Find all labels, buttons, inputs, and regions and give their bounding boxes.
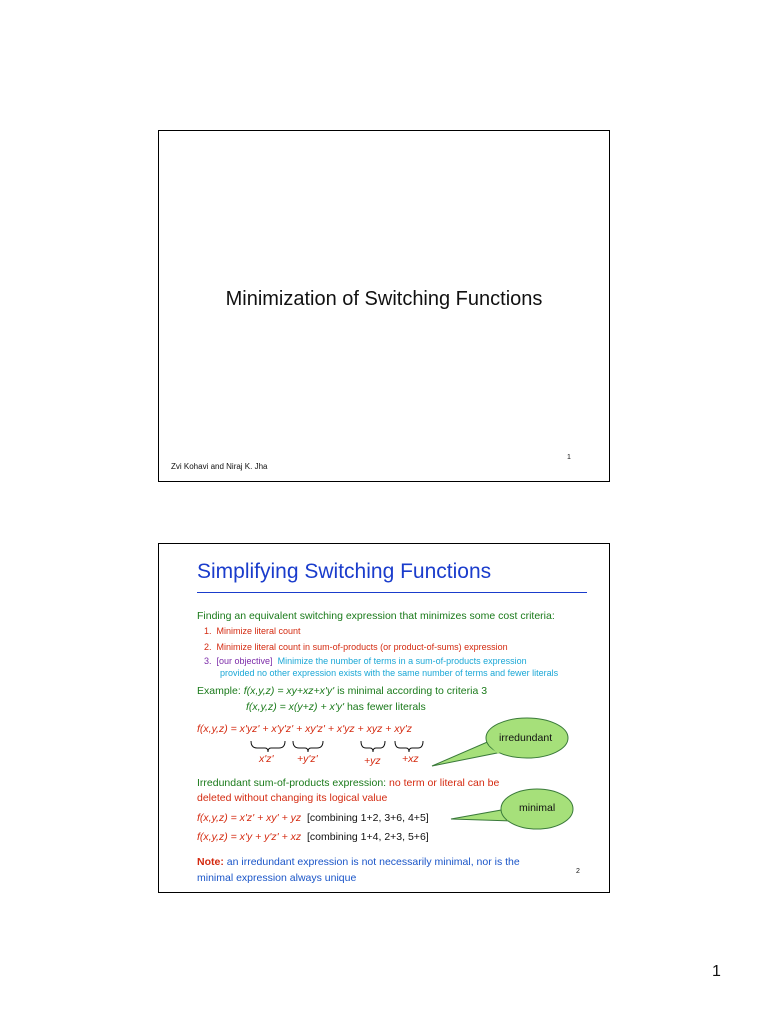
note-label: Note: — [197, 856, 224, 868]
criteria-number: 1. — [204, 626, 212, 636]
example-label: Example: — [197, 685, 241, 697]
note-text-1: an irredundant expression is not necessarily minimal, nor is the — [226, 856, 520, 868]
criteria-number: 2. — [204, 642, 212, 652]
intro-text: Finding an equivalent switching expression that minimizes some cost criteria: — [197, 610, 555, 622]
slide-1-number: 1 — [567, 454, 571, 461]
result-note-2: [combining 1+4, 2+3, 5+6] — [306, 831, 429, 843]
group-2: +y'z' — [297, 753, 318, 765]
irredundant-def-text-1: no term or literal can be — [389, 777, 500, 789]
result-line-1 — [197, 812, 429, 824]
full-expression: f(x,y,z) = x'yz' + x'y'z' + xy'z' + x'yz + xyz + xy'z — [197, 723, 413, 735]
slide-2-number: 2 — [576, 868, 580, 875]
group-4: +xz — [402, 753, 419, 765]
page-number: 1 — [712, 963, 721, 980]
criteria-number: 3. — [204, 656, 212, 666]
example-line-1 — [197, 685, 487, 697]
group-1: x'z' — [259, 753, 274, 765]
brace-3 — [361, 741, 385, 752]
slide-1 — [158, 130, 610, 482]
irredundant-def-label: Irredundant sum-of-products expression: — [197, 777, 387, 789]
brace-1 — [251, 741, 285, 752]
irredundant-label: irredundant — [499, 732, 553, 744]
minimal-callout — [449, 787, 579, 837]
slide-1-title: Minimization of Switching Functions — [225, 288, 543, 310]
result-expr-1: f(x,y,z) = x'z' + xy' + yz — [197, 812, 302, 824]
criteria-item-3 — [204, 656, 527, 666]
group-3: +yz — [364, 755, 381, 767]
criteria-text: Minimize the number of terms in a sum-of-products expression — [277, 656, 527, 666]
criteria-item-2 — [204, 642, 508, 652]
slide-2 — [158, 543, 610, 893]
irredundant-definition-line-2: deleted without changing its logical value — [197, 792, 388, 804]
brace-4 — [395, 741, 423, 752]
result-note-1: [combining 1+2, 3+6, 4+5] — [306, 812, 429, 824]
criteria-text: Minimize literal count — [216, 626, 301, 636]
note-line-1 — [197, 856, 520, 868]
brace-2 — [293, 741, 323, 752]
example-suffix-1: is minimal according to criteria 3 — [337, 685, 488, 697]
objective-tag: [our objective] — [216, 656, 273, 666]
example-expr-1: f(x,y,z) = xy+xz+x'y' — [243, 685, 335, 697]
result-line-2 — [197, 831, 429, 843]
slide-1-authors: Zvi Kohavi and Niraj K. Jha — [171, 462, 268, 471]
example-line-2 — [246, 701, 426, 713]
note-line-2: minimal expression always unique — [197, 872, 357, 884]
criteria-item-1 — [204, 626, 301, 636]
criteria-text: Minimize literal count in sum-of-products (or product-of-sums) expression — [216, 642, 508, 652]
criteria-item-3-continued: provided no other expression exists with the same number of terms and fewer literals — [220, 668, 559, 678]
slide-2-title: Simplifying Switching Functions — [197, 560, 492, 583]
example-expr-2: f(x,y,z) = x(y+z) + x'y' — [246, 701, 345, 713]
example-suffix-2: has fewer literals — [346, 701, 426, 713]
result-expr-2: f(x,y,z) = x'y + y'z' + xz — [197, 831, 302, 843]
minimal-label: minimal — [519, 802, 556, 814]
title-underline — [197, 592, 587, 593]
